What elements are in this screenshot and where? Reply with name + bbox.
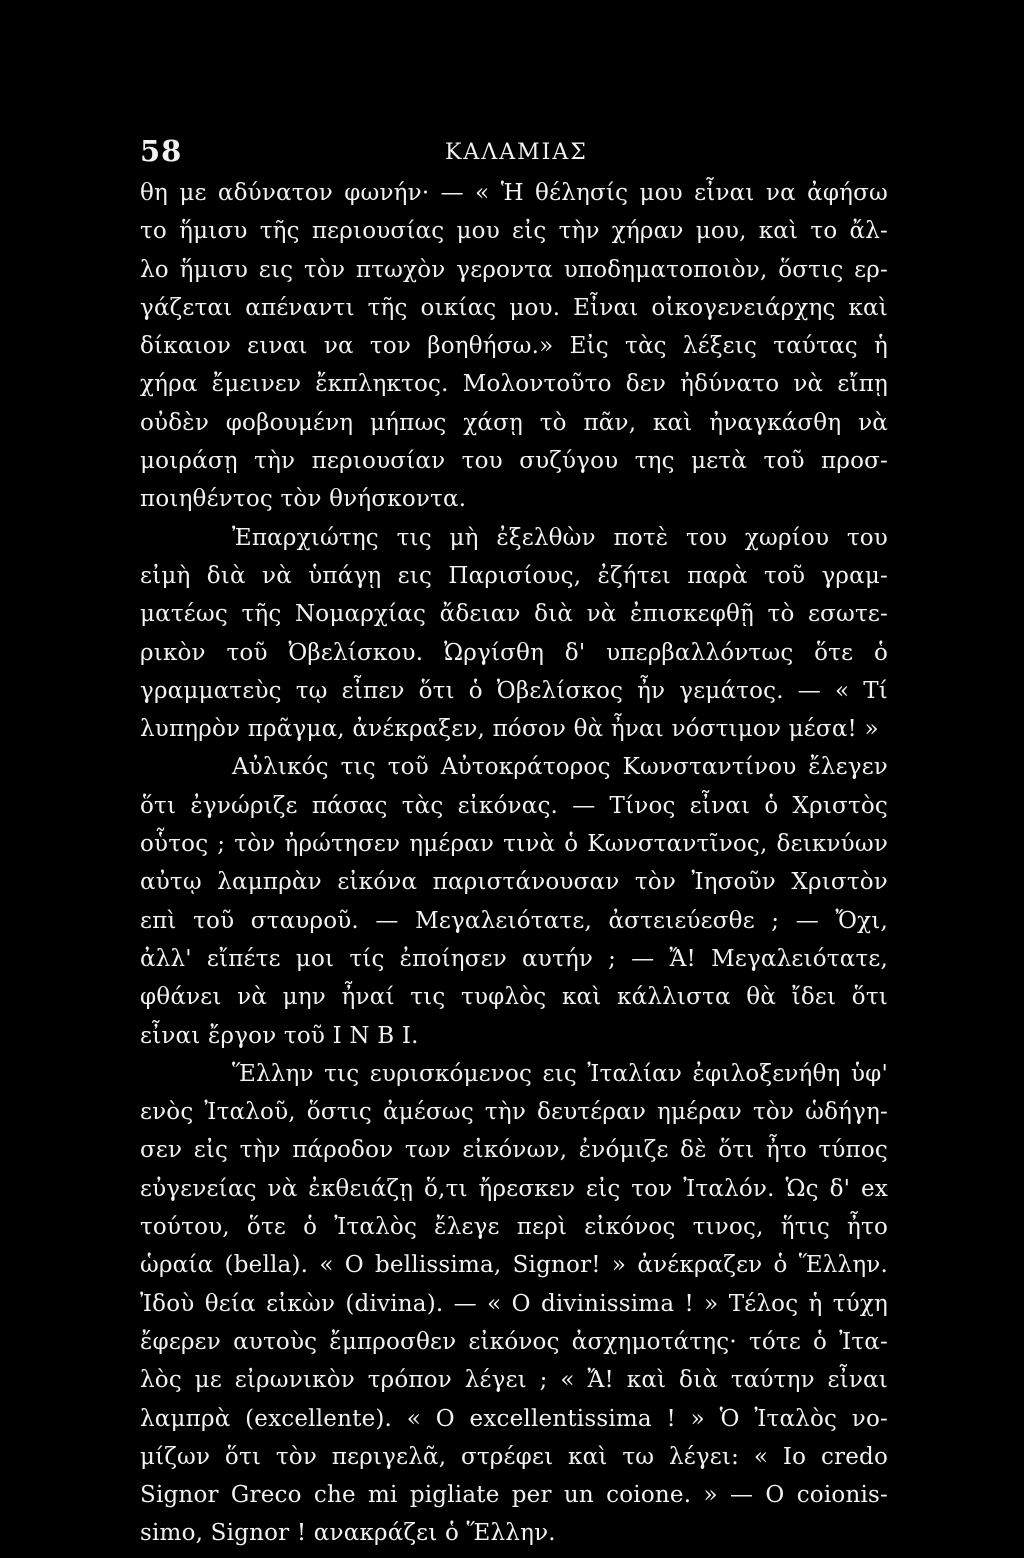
text-line: επὶ τοῦ σταυροῦ. — Μεγαλειότατε, ἀστειεύεσθε ; — Ὄχι, <box>140 907 888 934</box>
paragraph-first-line: Αὐλικός τις τοῦ Αὐτοκράτορος Κωνσταντίνου ἔλεγεν <box>232 754 888 781</box>
paragraph-first-line: Ἕλλην τις ευρισκόμενος εις Ἰταλίαν ἐφιλοξενήθη ὑφ' <box>232 1060 888 1087</box>
text-line: ποιηθέντος τὸν θνήσκοντα. <box>140 486 467 513</box>
text-line: φθάνει νὰ μην ἦναί τις τυφλὸς καὶ κάλλιστα θὰ ἴδει ὅτι <box>140 984 888 1011</box>
text-line: ἀλλ' εἴπέτε μοι τίς ἐποίησεν αυτήν ; — Ἄ! Μεγαλειότατε, <box>140 945 888 972</box>
text-line: ενὸς Ἰταλοῦ, ὅστις ἀμέσως τὴν δευτέραν ημέραν τὸν ὡδήγη- <box>140 1099 888 1126</box>
text-line: μίζων ὅτι τὸν περιγελᾶ, στρέφει καὶ τω λέγει: « Io credo <box>140 1443 888 1470</box>
text-line: γάζεται απέναντι τῆς οικίας μου. Εἶναι οἰκογενειάρχης καὶ <box>140 294 888 321</box>
text-line: σεν εἰς τὴν πάροδον των εἰκόνων, ἐνόμιζε δὲ ὅτι ἦτο τύπος <box>140 1137 888 1164</box>
text-line: λο ἥμισυ εις τὸν πτωχὸν γεροντα υποδηματοποιὸν, ὅστις ερ- <box>140 256 888 283</box>
page-number: 58 <box>140 134 183 168</box>
text-line: οὗτος ; τὸν ἠρώτησεν ημέραν τινὰ ὁ Κωνσταντῖνος, δεικνύων <box>140 831 888 858</box>
text-line: Signor Greco che mi pigliate per un coione. » — O coionis- <box>140 1482 888 1509</box>
text-line: εἰμὴ διὰ νὰ ὑπάγῃ εις Παρισίους, ἐζήτει παρὰ τοῦ γραμ- <box>140 562 888 589</box>
text-line: αὐτῳ λαμπρὰν εἰκόνα παριστάνουσαν τὸν Ἰησοῦν Χριστὸν <box>140 869 888 896</box>
text-line: λὸς με εἰρωνικὸν τρόπον λέγει ; « Ἄ! καὶ διὰ ταύτην εἶναι <box>140 1367 888 1394</box>
text-line: το ἥμισυ τῆς περιουσίας μου εἰς τὴν χήραν μου, καὶ το ἄλ- <box>140 218 888 245</box>
text-line: εἶναι ἔργον τοῦ I N B I. <box>140 1022 419 1049</box>
text-line: μοιράσῃ τὴν περιουσίαν του συζύγου της μετὰ τοῦ προσ- <box>140 448 888 475</box>
text-line: ρικὸν τοῦ Ὀβελίσκου. Ὠργίσθη δ' υπερβαλλόντως ὅτε ὁ <box>140 639 888 666</box>
text-line: δίκαιον ειναι να τον βοηθήσω.» Εἰς τὰς λέξεις ταύτας ἡ <box>140 333 888 360</box>
text-line: οὐδὲν φοβουμένη μήπως χάσῃ τὸ πᾶν, καὶ ἠναγκάσθη νὰ <box>140 409 888 436</box>
text-line: γραμματεὺς τῳ εἶπεν ὅτι ὁ Ὀβελίσκος ἦν γεμάτος. — « Τί <box>140 677 888 704</box>
text-line: ὅτι ἐγνώριζε πάσας τὰς εἰκόνας. — Τίνος εἶναι ὁ Χριστὸς <box>140 792 888 819</box>
running-title: ΚΑΛΑΜΙΑΣ <box>445 140 588 165</box>
text-line: ἔφερεν αυτοὺς ἔμπροσθεν εἰκόνος ἀσχημοτάτης· τότε ὁ Ἰτα- <box>140 1328 888 1355</box>
text-line: θη με αδύνατον φωνήν· — « Ἡ θέλησίς μου εἶναι να ἀφήσω <box>140 180 888 206</box>
text-line: simo, Signor ! ανακράζει ὁ Ἕλλην. <box>140 1520 556 1547</box>
text-line: λαμπρὰ (excellente). « O excellentissima ! » Ὁ Ἰταλὸς νο- <box>140 1405 888 1432</box>
page-header <box>140 134 888 174</box>
paragraph-first-line: Ἐπαρχιώτης τις μὴ ἐξελθὼν ποτὲ του χωρίου του <box>232 524 888 551</box>
text-line: ὡραία (bella). « O bellissima, Signor! » ἀνέκραζεν ὁ Ἕλλην. <box>140 1252 888 1279</box>
text-line: λυπηρὸν πρᾶγμα, ἀνέκραξεν, πόσον θὰ ἦναι νόστιμον μέσα! » <box>140 716 879 743</box>
text-line: τούτου, ὅτε ὁ Ἰταλὸς ἔλεγε περὶ εἰκόνος τινος, ἥτις ἦτο <box>140 1214 888 1241</box>
text-line: Ἰδοὺ θεία εἰκὼν (divina). — « O divinissima ! » Τέλος ἡ τύχη <box>140 1290 888 1317</box>
body-text <box>140 174 888 1553</box>
text-line: χήρα ἔμεινεν ἔκπληκτος. Μολοντοῦτο δεν ἠδύνατο νὰ εἴπῃ <box>140 371 888 398</box>
text-line: ματέως τῆς Νομαρχίας ἄδειαν διὰ νὰ ἐπισκεφθῇ τὸ εσωτε- <box>140 601 888 628</box>
text-line: εὐγενείας νὰ ἐκθειάζῃ ὅ,τι ἤρεσκεν εἰς τον Ἰταλόν. Ὡς δ' ex <box>140 1175 888 1202</box>
